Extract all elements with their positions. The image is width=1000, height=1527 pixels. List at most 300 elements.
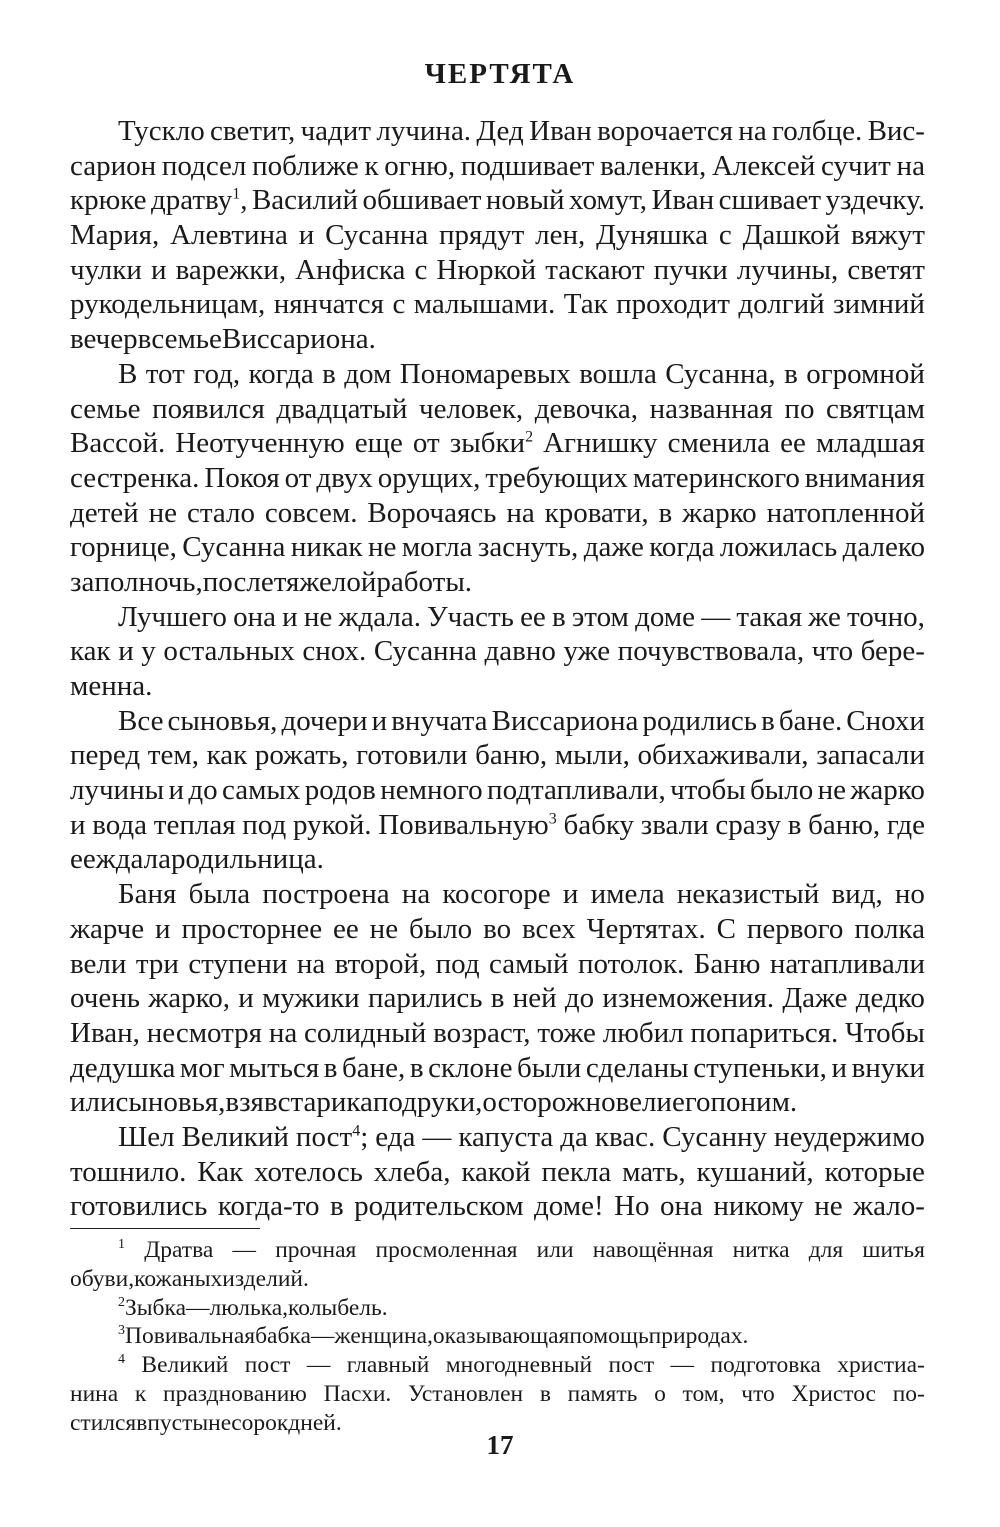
word: Сусанна — [182, 531, 286, 564]
word: в — [761, 704, 775, 737]
word: Иван, — [70, 1016, 140, 1049]
word: еще — [354, 427, 403, 460]
word: в — [137, 323, 152, 356]
word: очень — [70, 982, 140, 1015]
word: Пономаревых — [399, 357, 571, 390]
word: этом — [571, 600, 629, 633]
word: мать, — [622, 1155, 686, 1188]
word: которые — [824, 1155, 925, 1188]
word: горнице, — [70, 531, 177, 564]
word: том, — [682, 1380, 725, 1407]
word: на — [268, 1016, 298, 1049]
word: вели — [615, 1086, 672, 1119]
footnote-line — [70, 1351, 925, 1380]
word: второй, — [334, 947, 427, 980]
word: Иван — [651, 184, 715, 217]
page-number: 17 — [486, 1430, 514, 1460]
word: и — [70, 808, 86, 841]
word: взяв — [225, 1086, 278, 1119]
word: — — [701, 600, 731, 633]
text-line — [70, 808, 925, 843]
word: внимания — [804, 461, 925, 494]
word: главный — [346, 1352, 430, 1379]
footnote-line — [70, 1236, 925, 1265]
footnote-marker: 3 — [548, 810, 557, 828]
word: Шел — [118, 1120, 175, 1153]
word: Христос — [791, 1380, 876, 1407]
word: были — [517, 1051, 582, 1084]
word: — — [186, 1294, 210, 1321]
word: но — [894, 878, 925, 911]
word: готовились — [70, 1190, 208, 1223]
text-line — [70, 287, 925, 322]
text-line — [70, 912, 925, 947]
word: Сусанну — [662, 1120, 768, 1153]
word: женщина, — [334, 1323, 433, 1350]
word: пост — [608, 1352, 655, 1379]
word: три — [135, 947, 179, 980]
word: ворочается — [597, 115, 733, 147]
word: подготовка — [710, 1352, 821, 1379]
word: Сусанна — [373, 635, 477, 668]
footnote-line — [70, 1294, 925, 1323]
word: хотелось — [254, 1155, 363, 1188]
word: и — [282, 600, 298, 633]
word: такая — [736, 600, 803, 633]
text-line — [70, 530, 925, 565]
word: Виссариона — [491, 704, 639, 737]
word: баню, — [808, 808, 881, 841]
word: неудержимо — [774, 1120, 925, 1153]
word: точно, — [847, 600, 925, 633]
word: в — [784, 357, 798, 390]
word: не — [369, 912, 399, 945]
word: Даже — [782, 982, 848, 1015]
word: Вис- — [867, 115, 925, 147]
word: жарко, — [148, 982, 230, 1015]
word: вошла — [579, 357, 657, 390]
word: память — [567, 1380, 638, 1407]
text-line — [70, 981, 925, 1016]
paragraph — [70, 357, 925, 600]
text-line — [70, 1051, 925, 1086]
word: изделий. — [222, 1265, 309, 1292]
word: ее — [333, 912, 359, 945]
word: подшивает — [460, 149, 595, 182]
word: и — [118, 635, 134, 668]
word: когда-то — [217, 1190, 320, 1223]
footnote-line — [70, 1322, 925, 1351]
word: лучины — [70, 774, 165, 807]
word: за — [70, 565, 95, 598]
word: В — [118, 357, 138, 390]
footnote-marker: 3 — [118, 1323, 125, 1339]
word: родились — [642, 704, 758, 737]
footnote-marker: 1 — [232, 185, 241, 203]
word: немного — [380, 774, 483, 807]
word: построена — [262, 878, 390, 911]
text-line — [70, 1155, 925, 1190]
word: Виссариона. — [221, 323, 376, 356]
word: дочери — [281, 704, 368, 737]
word: менна. — [70, 670, 153, 702]
text-line — [70, 600, 925, 635]
text-line — [70, 1120, 925, 1155]
word: Вассой. — [70, 427, 166, 460]
word: просторнее — [181, 912, 323, 945]
word: зыбки$^2$ — [449, 427, 534, 460]
word: голбце. — [772, 115, 863, 147]
word: рукой. — [292, 808, 372, 841]
paragraph — [70, 877, 925, 1120]
word: обшивает — [362, 184, 482, 217]
word: Алексей — [712, 149, 816, 182]
word: совсем. — [264, 496, 358, 529]
word: Дратва — [144, 1237, 214, 1263]
word: мог — [179, 1051, 225, 1084]
word: далеко — [842, 531, 925, 564]
word: проходит — [616, 288, 730, 321]
word: Лучшего — [118, 600, 227, 633]
word: до — [188, 774, 218, 807]
word: какой — [461, 1155, 531, 1188]
word: же — [808, 600, 841, 633]
word: имела — [590, 878, 665, 911]
word: сразу — [715, 808, 781, 841]
word — [118, 1294, 125, 1323]
text-line — [70, 877, 925, 912]
word: неказистый — [676, 878, 820, 911]
word: где — [886, 808, 925, 841]
word: бере- — [860, 635, 925, 668]
word: святцам — [826, 392, 925, 425]
word: как — [70, 635, 111, 668]
word — [118, 1351, 125, 1380]
word: родильница. — [171, 843, 324, 876]
word: детей — [70, 496, 139, 529]
word: названная — [649, 392, 773, 425]
word: ней — [512, 982, 557, 1015]
word: вечер — [70, 323, 138, 356]
word: жарко — [682, 496, 757, 529]
word: вели — [70, 947, 127, 980]
word: валенки, — [600, 149, 707, 182]
word: ждала. — [338, 600, 421, 633]
word: Василий — [251, 184, 359, 217]
word: С — [716, 912, 736, 945]
word: зимний — [833, 288, 925, 321]
word: и — [562, 878, 579, 911]
word: пустыне — [147, 1409, 232, 1436]
footnote — [70, 1294, 925, 1323]
word: тошнило. — [70, 1155, 187, 1188]
word: человек, — [419, 392, 524, 425]
word: ложилась — [719, 531, 838, 564]
word: сестренка. — [70, 461, 200, 494]
word: она — [233, 600, 276, 633]
word: долгий — [738, 288, 825, 321]
word: пучки — [653, 253, 728, 286]
word: на — [738, 115, 767, 147]
text-line — [70, 1189, 925, 1224]
word: запасали — [816, 739, 925, 772]
word: перед — [70, 739, 141, 772]
word: пост — [244, 1352, 291, 1379]
word: даже — [583, 531, 644, 564]
word: Ворочаясь — [367, 496, 497, 529]
word: Алевтина — [170, 219, 288, 252]
word: чтобы — [670, 774, 746, 807]
footnote-line — [70, 1380, 925, 1409]
word: многодневный — [445, 1352, 593, 1379]
word: на — [506, 496, 535, 529]
word: сменила — [667, 427, 771, 460]
word: дней. — [288, 1409, 342, 1436]
word: Великий — [181, 1120, 289, 1153]
word: бабку — [563, 808, 634, 841]
paragraph — [70, 114, 925, 357]
word: по — [710, 1086, 741, 1119]
text-line — [70, 114, 925, 149]
word: никак — [290, 531, 363, 564]
word: родов — [304, 774, 376, 807]
word: просмоленная — [375, 1237, 518, 1263]
word: дедушка — [70, 1051, 176, 1084]
word: требующих — [485, 461, 628, 494]
word: баню, — [475, 739, 548, 772]
word: при — [648, 1323, 686, 1350]
text-line — [70, 322, 925, 357]
word: ее — [780, 427, 806, 460]
word: пост$^4$; — [295, 1120, 369, 1153]
word: мужики — [262, 982, 360, 1015]
word: сучит — [821, 149, 891, 182]
word: хлеба, — [373, 1155, 451, 1188]
word: крюке — [70, 184, 147, 217]
text-line — [70, 357, 925, 392]
word: самый — [489, 947, 569, 980]
word: Так — [563, 288, 608, 321]
word: во — [483, 912, 512, 945]
word: в — [322, 357, 336, 390]
word: на — [401, 878, 431, 911]
word: в — [409, 1051, 424, 1084]
word: Агнишку — [543, 427, 658, 460]
word: как — [206, 739, 248, 772]
word: христиа- — [837, 1352, 925, 1379]
word: Дуняшка — [596, 219, 709, 252]
text-line — [70, 392, 925, 427]
word: теплая — [153, 808, 236, 841]
word: Участь — [427, 600, 514, 633]
word: ее — [520, 600, 546, 633]
word: возраст, — [433, 1016, 531, 1049]
word: — — [670, 1352, 695, 1379]
word: полка — [854, 912, 925, 945]
word: тоже — [537, 1016, 596, 1049]
word: — — [422, 1120, 452, 1153]
word: работы. — [376, 565, 473, 598]
word — [118, 1322, 125, 1351]
word: Баню — [693, 947, 761, 980]
text-line — [70, 773, 925, 808]
word: его — [671, 1086, 711, 1119]
word: давно — [484, 635, 556, 668]
word: и — [155, 912, 171, 945]
word: никому — [713, 1190, 804, 1223]
word: для — [808, 1237, 844, 1263]
word: малышами. — [413, 288, 556, 321]
word: дедко — [855, 982, 925, 1015]
footnote-marker: 2 — [118, 1294, 125, 1310]
word: вода — [92, 808, 148, 841]
word: под — [435, 947, 480, 980]
word: празднованию — [163, 1380, 307, 1407]
word: когда — [649, 531, 715, 564]
word: новый — [485, 184, 565, 217]
word: что — [741, 1380, 775, 1407]
word: первого — [746, 912, 844, 945]
word: светит, — [210, 115, 296, 147]
word: Сусанна, — [665, 357, 776, 390]
word: навощённая — [592, 1237, 714, 1263]
word: появился — [152, 392, 265, 425]
word: остальных — [163, 635, 295, 668]
word: вяжут — [851, 219, 925, 252]
text-line — [70, 947, 925, 982]
word: сарион — [70, 149, 157, 182]
word: пекла — [541, 1155, 612, 1188]
word: родах. — [685, 1323, 749, 1350]
word: натопленной — [766, 496, 925, 529]
word: материнского — [632, 461, 800, 494]
word: стало — [186, 496, 255, 529]
footnote-marker: 4 — [352, 1122, 361, 1140]
word: косогоре — [442, 878, 551, 911]
word: сыновья, — [115, 1086, 226, 1119]
word: и — [238, 982, 254, 1015]
word: дом — [344, 357, 392, 390]
text-line — [70, 218, 925, 253]
word: поближе — [252, 149, 359, 182]
word: сорок — [231, 1409, 289, 1436]
word: с — [718, 219, 732, 252]
word: стился — [70, 1409, 137, 1436]
word: по- — [892, 1380, 925, 1407]
word: кожаных — [134, 1265, 223, 1292]
word: не — [148, 496, 178, 529]
word: лучина. — [376, 115, 472, 147]
word: девочка, — [534, 392, 638, 425]
word: к — [134, 1380, 147, 1407]
word: доме — [635, 600, 696, 633]
word: по — [784, 392, 815, 425]
word: люлька, — [209, 1294, 289, 1321]
word: потолок. — [577, 947, 685, 980]
word: сделаны — [585, 1051, 689, 1084]
word: в — [490, 982, 505, 1015]
word: рожать, — [254, 739, 349, 772]
word: осторожно — [482, 1086, 616, 1119]
text-line — [70, 704, 925, 739]
paragraph — [70, 704, 925, 877]
word: двух — [316, 461, 373, 494]
word: вид, — [831, 878, 883, 911]
word: что — [811, 635, 854, 668]
word: Чертятах. — [586, 912, 706, 945]
word: под — [242, 808, 287, 841]
word: шитья — [862, 1237, 925, 1263]
word: родительском — [354, 1190, 524, 1223]
text-line — [70, 565, 925, 600]
word: в — [787, 808, 802, 841]
word: о — [654, 1380, 666, 1407]
word: еда — [375, 1120, 416, 1153]
word: Все — [118, 704, 164, 737]
word: она — [659, 1190, 703, 1223]
word: натапливали — [769, 947, 925, 980]
word: Установлен — [408, 1380, 524, 1407]
text-line — [70, 149, 925, 184]
word: Иван — [529, 115, 592, 147]
word: несмотря — [146, 1016, 263, 1049]
word: год, — [193, 357, 241, 390]
word: Великий — [141, 1352, 229, 1379]
chapter-title: ЧЕРТЯТА — [424, 58, 576, 90]
paragraph — [70, 1120, 925, 1224]
text-line — [70, 1016, 925, 1051]
word: Повивальную$^3$ — [378, 808, 557, 841]
text-line — [70, 634, 925, 669]
word: или — [536, 1237, 574, 1263]
word: светят — [847, 253, 925, 286]
word: Как — [197, 1155, 244, 1188]
word: когда — [248, 357, 314, 390]
word: и — [831, 1051, 847, 1084]
word: Чтобы — [845, 1016, 925, 1049]
word: Неотученную — [175, 427, 345, 460]
word: Снохи — [846, 704, 925, 737]
word: жало- — [853, 1190, 925, 1223]
word: тяжелой — [273, 565, 377, 598]
word: было — [750, 774, 814, 807]
word: самых — [221, 774, 301, 807]
footnote — [70, 1236, 925, 1294]
word: хомут, — [569, 184, 647, 217]
word: не — [303, 600, 333, 633]
word: уже — [563, 635, 611, 668]
word: было — [408, 912, 473, 945]
word: Сусанна — [325, 219, 429, 252]
text-line — [70, 496, 925, 531]
word: квас. — [594, 1120, 656, 1153]
word: Но — [614, 1190, 650, 1223]
word: в — [658, 496, 673, 529]
word: бане, — [342, 1051, 406, 1084]
word: с — [392, 288, 406, 321]
word: двадцатый — [276, 392, 408, 425]
word: — — [232, 1237, 256, 1263]
word: не — [367, 531, 397, 564]
word: на — [296, 947, 326, 980]
footnotes — [70, 1236, 925, 1438]
word: к — [364, 149, 379, 182]
text-line — [70, 426, 925, 461]
word: огромной — [806, 357, 925, 390]
word: могла — [401, 531, 473, 564]
word: сыновья, — [167, 704, 278, 737]
word: да — [560, 1120, 588, 1153]
